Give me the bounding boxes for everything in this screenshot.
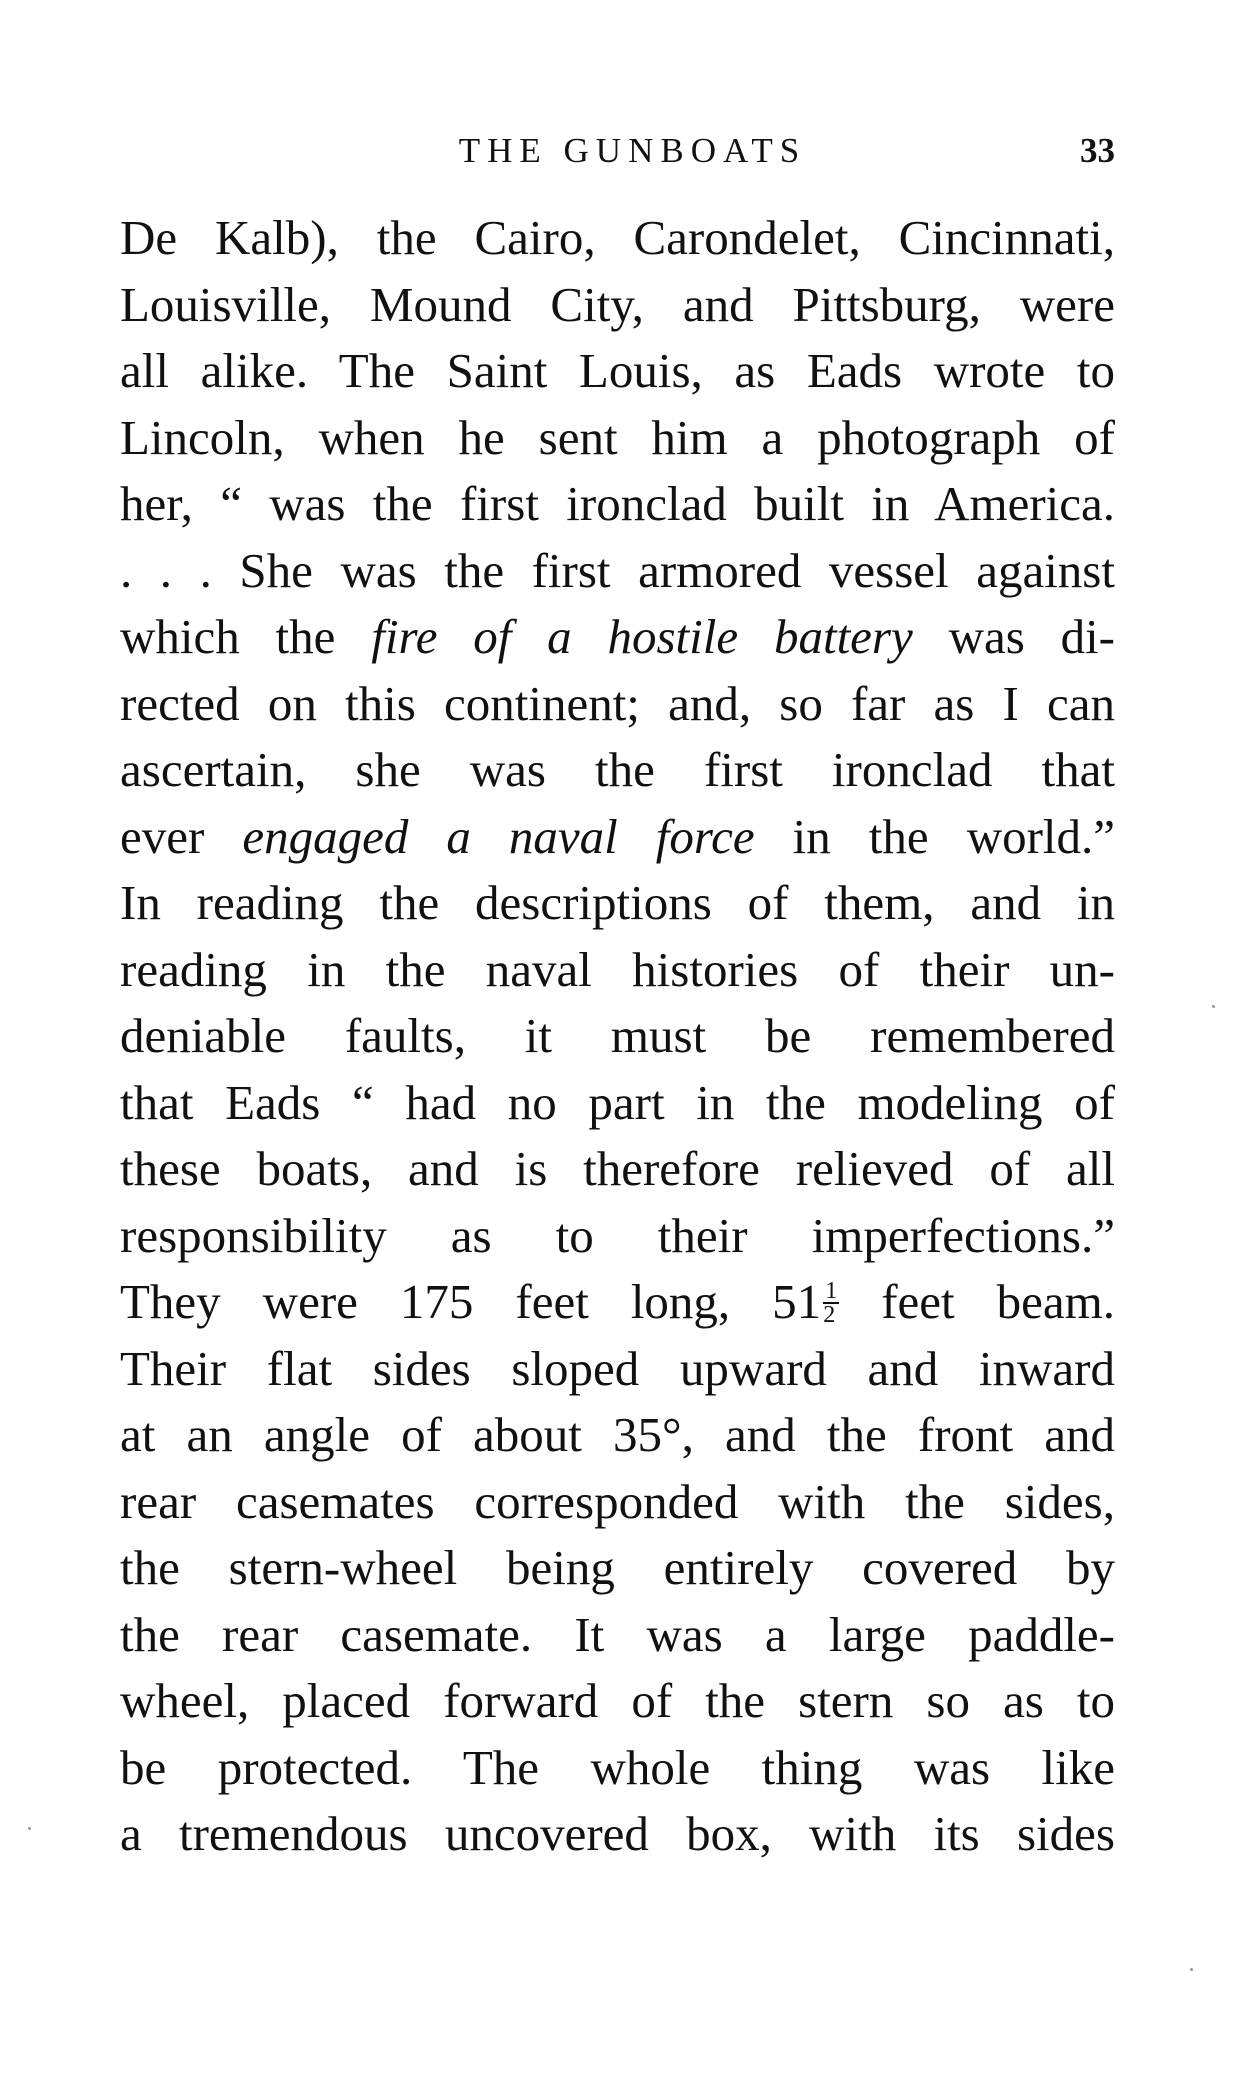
text-run: ever xyxy=(120,808,205,864)
text-line xyxy=(120,1269,1115,1336)
text-line: wheel, placed forward of the stern so as to xyxy=(120,1673,1115,1728)
body-text xyxy=(120,205,1115,1868)
text-line: be protected. The whole thing was like xyxy=(120,1739,1115,1795)
text-line: Louisville, Mound City, and Pittsburg, were xyxy=(120,276,1115,332)
page-number: 33 xyxy=(1080,131,1115,170)
text-line: Their flat sides sloped upward and inward xyxy=(120,1340,1115,1396)
fraction-denominator: 2 xyxy=(823,1301,836,1328)
text-line: In reading the descriptions of them, and in xyxy=(120,875,1115,930)
text-line: that Eads “ had no part in the modeling of xyxy=(120,1074,1115,1130)
text-line: the rear casemate. It was a large paddle- xyxy=(120,1606,1115,1662)
text-line: rected on this continent; and, so far as I can xyxy=(120,675,1115,731)
text-run: They were 175 feet long, 51 xyxy=(120,1274,822,1329)
running-head xyxy=(120,126,1115,176)
text-line xyxy=(120,604,1115,671)
text-line: Lincoln, when he sent him a photograph of xyxy=(120,409,1115,465)
text-line: De Kalb), the Cairo, Carondelet, Cincinnati, xyxy=(120,210,1115,265)
paper-speck xyxy=(1212,1005,1215,1008)
text-line: all alike. The Saint Louis, as Eads wrote to xyxy=(120,343,1115,398)
text-line: reading in the naval histories of their un- xyxy=(120,941,1115,997)
fraction xyxy=(823,1277,839,1328)
running-title: THE GUNBOATS xyxy=(458,131,807,170)
text-line: her, “ was the first ironclad built in America. xyxy=(120,476,1115,531)
text-line: rear casemates corresponded with the sides, xyxy=(120,1473,1115,1529)
text-line: responsibility as to their imperfections.” xyxy=(120,1207,1115,1263)
text-line: ascertain, she was the first ironclad that xyxy=(120,742,1115,797)
text-line xyxy=(120,804,1115,871)
fraction-numerator: 1 xyxy=(825,1277,838,1304)
text-run: which the xyxy=(120,609,336,664)
text-line: deniable faults, it must be remembered xyxy=(120,1008,1115,1063)
text-line: these boats, and is therefore relieved of all xyxy=(120,1141,1115,1196)
text-run: feet beam. xyxy=(881,1274,1115,1329)
text-run: was di- xyxy=(948,609,1116,664)
text-line: . . . She was the first armored vessel against xyxy=(120,542,1115,598)
paper-speck xyxy=(1190,1968,1193,1971)
text-run: in the world.” xyxy=(792,808,1116,864)
text-line: the stern-wheel being entirely covered by xyxy=(120,1540,1115,1595)
italic-phrase: engaged a naval force xyxy=(242,808,755,864)
italic-phrase: fire of a hostile battery xyxy=(371,609,913,664)
paper-speck xyxy=(28,1827,31,1830)
text-line: a tremendous uncovered box, with its sides xyxy=(120,1806,1115,1861)
text-line: at an angle of about 35°, and the front and xyxy=(120,1407,1115,1462)
